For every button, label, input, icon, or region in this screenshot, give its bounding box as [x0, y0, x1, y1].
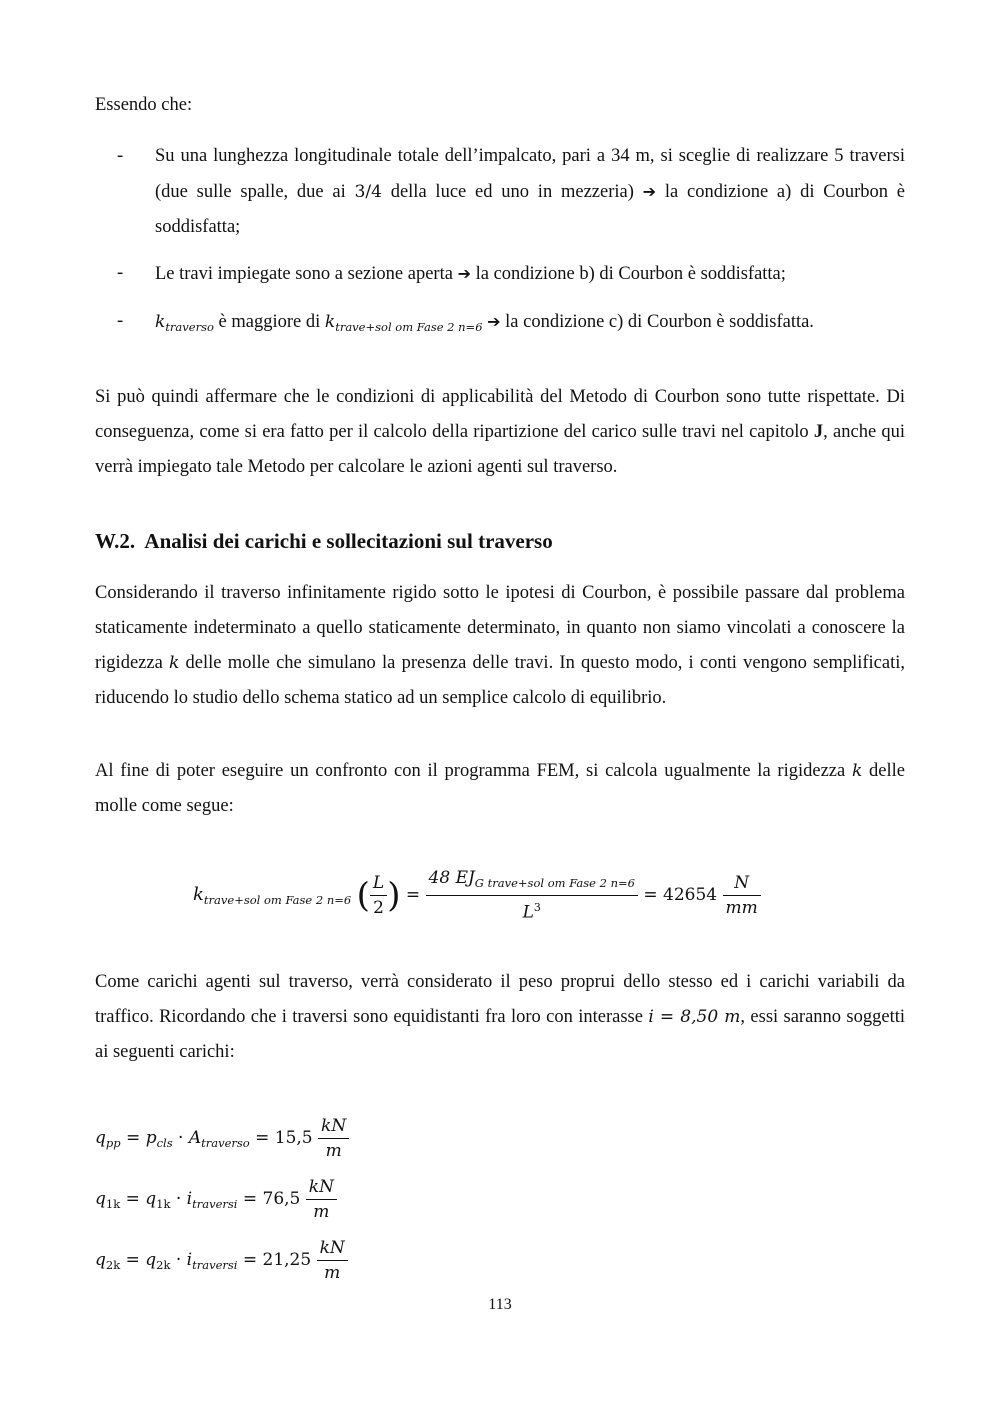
section-heading: W.2. Analisi dei carichi e sollecitazioni sul traverso — [95, 529, 553, 553]
load-formula-3: $q_{2k} = q_{2k} \cdot i_{traversi} = 21,25$ $\frac{kN}{m}$ — [95, 1236, 348, 1285]
load-formula-2: $q_{1k} = q_{1k} \cdot i_{traversi} = 76,5$ $\frac{kN}{m}$ — [95, 1175, 337, 1224]
right-arrow-icon: ➔ — [457, 264, 471, 283]
paragraph-1: Si può quindi affermare che le condizioni di applicabilità del Metodo di Courbon sono tutte rispettate. Di conseguenza, come si era fatto per il calcolo della ripartizione del carico sulle travi nel capitolo J, anche qui verrà impiegato tale Metodo per calcolare le azioni agenti sul traverso. — [95, 387, 906, 477]
right-arrow-icon: ➔ — [642, 182, 657, 201]
stiffness-formula: $k_{trave+sol om Fase 2 n=6}$ ( $\frac{L}{2}$ ) = $\frac{48 EJ_{G trave+sol om Fase 2 n=6}}{L^3}$ = 42654 $\frac{N}{mm}$ — [193, 866, 761, 925]
fraction-math: 3/4 — [354, 182, 382, 202]
bullet-dash: - — [117, 146, 124, 166]
bullet-item-1 — [95, 139, 905, 244]
half-span-fraction: $\frac{L}{2}$ — [370, 871, 387, 920]
intro-text: Essendo che: — [95, 95, 193, 115]
paragraph-4: Come carichi agenti sul traverso, verrà considerato il peso proprui dello stesso ed i carichi variabili da traffico. Ricordando che i traversi sono equidistanti fra loro con interasse i = 8,50 m, essi saranno soggetti ai seguenti carichi: — [95, 972, 905, 1062]
page-number: 113 — [488, 1296, 512, 1313]
bullet-text-3: $k_{traverso}$ è maggiore di $k_{trave+sol om Fase 2 n=6}$ ➔ la condizione c) di Courbon è soddisfatta. — [155, 312, 814, 334]
bullet-dash: - — [117, 263, 124, 283]
stiffness-fraction: $\frac{48 EJ_{G trave+sol om Fase 2 n=6}}{L^3}$ — [426, 866, 638, 925]
paragraph-3: Al fine di poter eseguire un confronto con il programma FEM, si calcola ugualmente la rigidezza k delle molle come segue: — [95, 761, 905, 816]
unit-fraction: $\frac{kN}{m}$ — [318, 1114, 349, 1163]
bullet-text-1: Su una lunghezza longitudinale totale dell’impalcato, pari a 34 m, si sceglie di realizzare 5 traversi (due sulle spalle, due ai 3/4 della luce ed uno in mezzeria) ➔ la condizione a) di Courbon è soddisfatta; — [155, 146, 905, 237]
bullet-dash: - — [117, 311, 124, 331]
load-formula-1: $q_{pp} = p_{cls} \cdot A_{traverso} = 15,5$ $\frac{kN}{m}$ — [95, 1114, 349, 1163]
right-arrow-icon: ➔ — [487, 312, 501, 331]
bullet-text-2: Le travi impiegate sono a sezione aperta ➔ la condizione b) di Courbon è soddisfatta; — [155, 264, 786, 284]
bullet-item-3 — [95, 304, 905, 339]
paragraph-2: Considerando il traverso infinitamente rigido sotto le ipotesi di Courbon, è possibile passare dal problema staticamente indeterminato a quello staticamente determinato, in quanto non siamo vincolati a conoscere la rigidezza k delle molle che simulano la presenza delle travi. In questo modo, i conti vengono semplificati, riducendo lo studio dello schema statico ad un semplice calcolo di equilibrio. — [95, 583, 905, 708]
unit-fraction: $\frac{N}{mm}$ — [723, 871, 761, 920]
bullet-item-2 — [95, 256, 905, 291]
unit-fraction: $\frac{kN}{m}$ — [306, 1175, 337, 1224]
unit-fraction: $\frac{kN}{m}$ — [317, 1236, 348, 1285]
